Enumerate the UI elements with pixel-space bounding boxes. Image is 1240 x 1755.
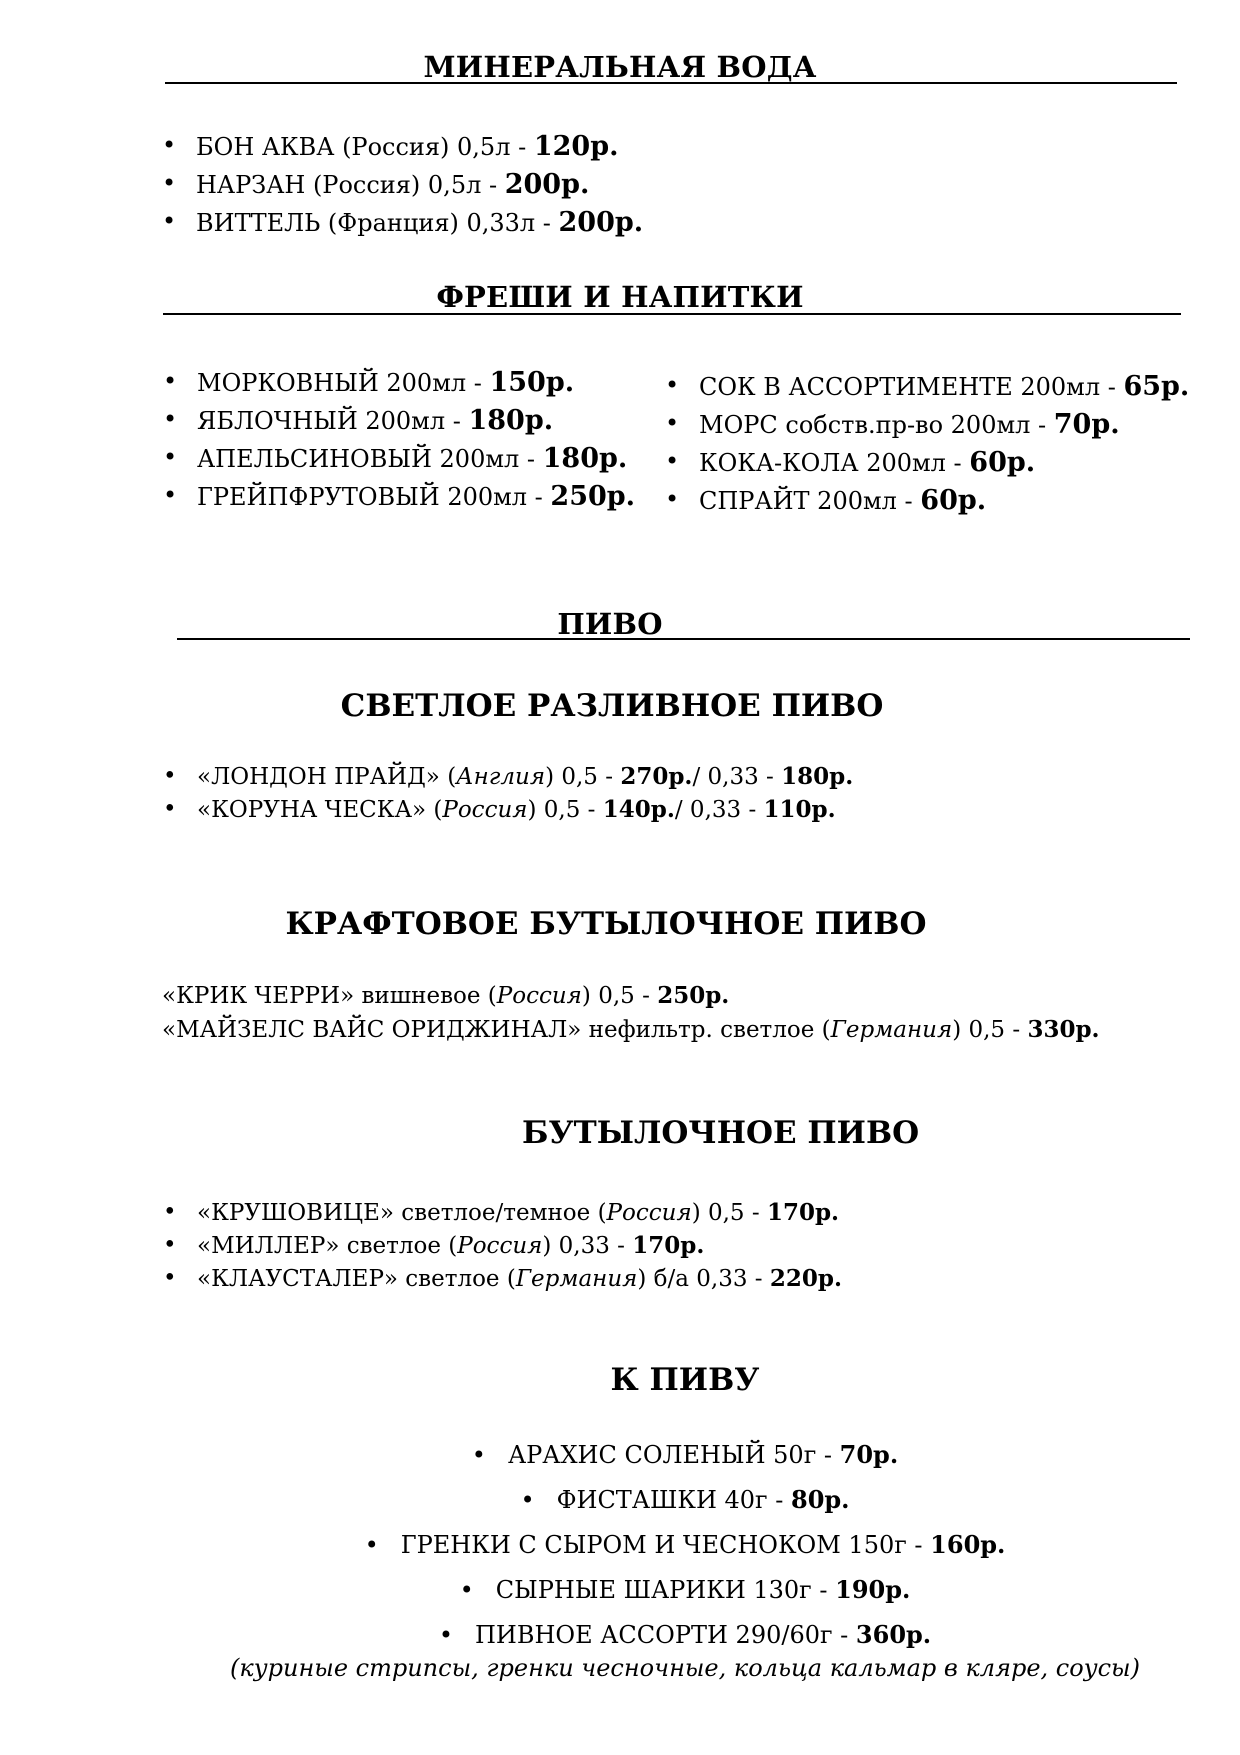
item-price: 250р. xyxy=(657,982,730,1009)
item-origin: Англия xyxy=(456,764,546,790)
list-item: • ГРЕЙПФРУТОВЫЙ 200мл - 250р. xyxy=(197,481,635,519)
list-item: • АРАХИС СОЛЕНЫЙ 50г - 70р. xyxy=(471,1440,899,1469)
bullet: • xyxy=(471,1441,486,1469)
item-origin: Россия xyxy=(606,1200,692,1226)
subsection-title-bottled-beer: БУТЫЛОЧНОЕ ПИВО xyxy=(522,1115,920,1151)
list-item: • «ЛОНДОН ПРАЙД» (Англия) 0,5 - 270р./ 0,33 - 180р. xyxy=(197,763,853,796)
list-item: • МОРКОВНЫЙ 200мл - 150р. xyxy=(197,367,635,405)
list-item: • МОРС собств.пр-во 200мл - 70р. xyxy=(699,409,1189,447)
list-item: • СЫРНЫЕ ШАРИКИ 130г - 190р. xyxy=(459,1575,911,1604)
fresh-drinks-left-list xyxy=(197,367,635,519)
item-price: 140р. xyxy=(602,796,675,823)
bullet: • xyxy=(438,1621,453,1649)
bullet: • xyxy=(364,1531,379,1559)
item-price: 170р. xyxy=(632,1232,705,1259)
item-price: 220р. xyxy=(769,1265,842,1292)
item-price: 110р. xyxy=(763,796,836,823)
item-price: 330р. xyxy=(1027,1016,1100,1043)
item-price: 60р. xyxy=(920,485,987,516)
list-item: • «МИЛЛЕР» светлое (Россия) 0,33 - 170р. xyxy=(197,1232,842,1265)
list-item: • «КЛАУСТАЛЕР» светлое (Германия) б/а 0,33 - 220р. xyxy=(197,1265,842,1298)
item-price: 180р. xyxy=(781,763,854,790)
item-price: 200р. xyxy=(558,207,644,238)
subsection-title-beer-snacks: К ПИВУ xyxy=(610,1362,760,1398)
item-price: 270р. xyxy=(620,763,693,790)
assorti-description-note: (куриные стрипсы, гренки чесночные, кольца кальмар в кляре, соусы) xyxy=(230,1654,1140,1682)
list-item: «КРИК ЧЕРРИ» вишневое (Россия) 0,5 - 250р. xyxy=(162,982,730,1009)
list-item: • СПРАЙТ 200мл - 60р. xyxy=(699,485,1189,523)
item-price: 120р. xyxy=(533,131,619,162)
item-price: 190р. xyxy=(835,1575,911,1604)
list-item: • БОН АКВА (Россия) 0,5л - 120р. xyxy=(196,131,643,169)
list-item: • СОК В АССОРТИМЕНТЕ 200мл - 65р. xyxy=(699,371,1189,409)
item-price: 70р. xyxy=(839,1440,899,1469)
item-price: 65р. xyxy=(1123,371,1190,402)
list-item: • «КОРУНА ЧЕСКА» (Россия) 0,5 - 140р./ 0,33 - 110р. xyxy=(197,796,853,829)
list-item: • ВИТТЕЛЬ (Франция) 0,33л - 200р. xyxy=(196,207,643,245)
list-item: «МАЙЗЕЛС ВАЙС ОРИДЖИНАЛ» нефильтр. светлое (Германия) 0,5 - 330р. xyxy=(162,1016,1100,1043)
section-divider-beer xyxy=(177,638,1190,640)
item-origin: Германия xyxy=(515,1266,638,1292)
list-item: • КОКА-КОЛА 200мл - 60р. xyxy=(699,447,1189,485)
item-price: 360р. xyxy=(855,1620,932,1649)
draft-beer-list xyxy=(197,763,853,829)
item-price: 250р. xyxy=(550,481,636,512)
list-item: • ПИВНОЕ АССОРТИ 290/60г - 360р. xyxy=(438,1620,932,1649)
item-price: 150р. xyxy=(489,367,575,398)
item-price: 70р. xyxy=(1053,409,1120,440)
bottled-beer-list xyxy=(197,1199,842,1298)
item-price: 60р. xyxy=(969,447,1036,478)
list-item: • ГРЕНКИ С СЫРОМ И ЧЕСНОКОМ 150г - 160р. xyxy=(364,1530,1006,1559)
item-origin: Россия xyxy=(442,797,528,823)
subsection-title-craft-beer: КРАФТОВОЕ БУТЫЛОЧНОЕ ПИВО xyxy=(285,906,927,942)
item-origin: Россия xyxy=(496,983,582,1009)
section-divider-fresh-drinks xyxy=(163,313,1181,315)
craft-beer-list xyxy=(162,982,1100,1050)
item-price: 180р. xyxy=(468,405,554,436)
mineral-water-list xyxy=(196,131,643,245)
section-title-beer: ПИВО xyxy=(557,607,663,641)
section-title-mineral-water: МИНЕРАЛЬНАЯ ВОДА xyxy=(423,50,817,84)
list-item: • «КРУШОВИЦЕ» светлое/темное (Россия) 0,5 - 170р. xyxy=(197,1199,842,1232)
item-price: 80р. xyxy=(791,1485,850,1514)
item-origin: Россия xyxy=(457,1233,543,1259)
list-item: • ФИСТАШКИ 40г - 80р. xyxy=(520,1485,850,1514)
item-price: 180р. xyxy=(542,443,628,474)
section-title-fresh-drinks: ФРЕШИ И НАПИТКИ xyxy=(436,280,804,314)
item-origin: Германия xyxy=(830,1017,953,1043)
fresh-drinks-right-list xyxy=(699,371,1189,523)
list-item: • ЯБЛОЧНЫЙ 200мл - 180р. xyxy=(197,405,635,443)
item-price: 200р. xyxy=(504,169,590,200)
subsection-title-draft-beer: СВЕТЛОЕ РАЗЛИВНОЕ ПИВО xyxy=(340,688,884,724)
item-price: 160р. xyxy=(930,1530,1006,1559)
list-item: • НАРЗАН (Россия) 0,5л - 200р. xyxy=(196,169,643,207)
bullet: • xyxy=(459,1576,474,1604)
bullet: • xyxy=(520,1486,535,1514)
list-item: • АПЕЛЬСИНОВЫЙ 200мл - 180р. xyxy=(197,443,635,481)
section-divider-mineral-water xyxy=(165,82,1177,84)
item-price: 170р. xyxy=(766,1199,840,1226)
beer-snacks-list xyxy=(130,1440,1240,1665)
